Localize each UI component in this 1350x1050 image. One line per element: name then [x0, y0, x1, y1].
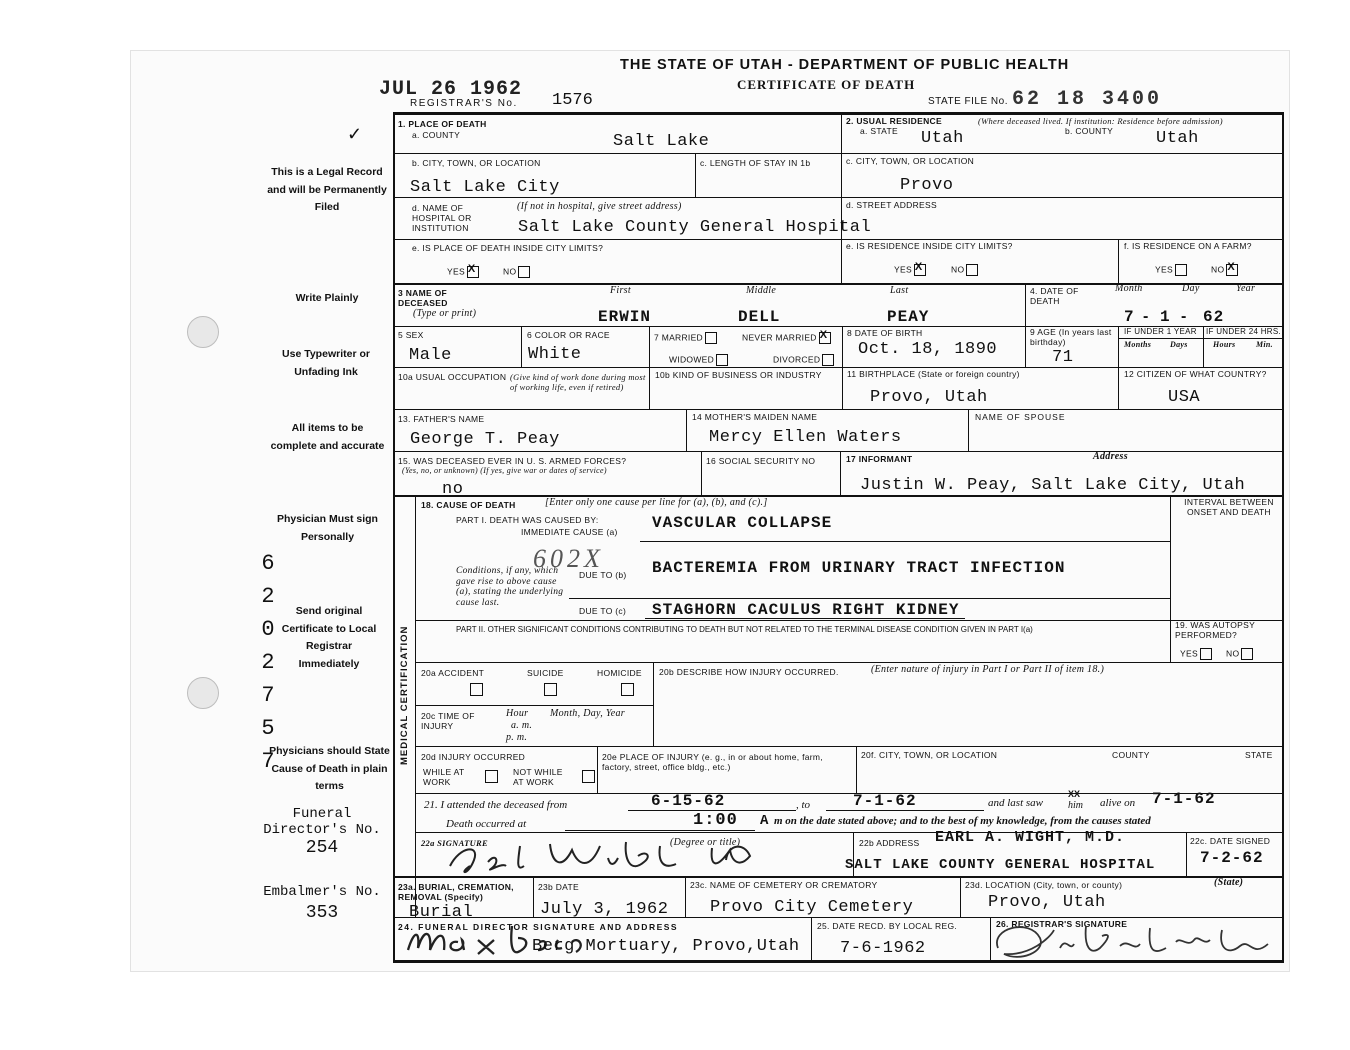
divider [393, 197, 1284, 198]
date-recd-value: 7-6-1962 [840, 939, 926, 958]
father-value: George T. Peay [410, 430, 560, 449]
sidebar-write-plainly: Write Plainly [295, 292, 359, 304]
registrar-number: 1576 [552, 91, 593, 110]
middle-label: Middle [746, 285, 777, 296]
divider [415, 705, 653, 706]
attended-from-value: 6-15-62 [651, 792, 726, 810]
to-line [826, 810, 984, 811]
certificate-title: CERTIFICATE OF DEATH [737, 77, 916, 92]
res-farm-no: NOX [1211, 264, 1238, 276]
widowed-checkbox[interactable] [716, 354, 728, 366]
res-county-label: b. COUNTY [1065, 126, 1114, 136]
sidebar-all-items: All items to be complete and accurate [270, 422, 385, 452]
res-inside-no-checkbox[interactable] [966, 264, 978, 276]
divorced-option: DIVORCED [773, 354, 834, 366]
informant-label: 17 INFORMANT [846, 454, 913, 464]
homicide-label: HOMICIDE [597, 668, 642, 678]
not-while-work-label: NOT WHILE AT WORK [513, 767, 563, 787]
registrar-label: REGISTRAR'S No. [410, 98, 518, 109]
time-injury-label: 20c TIME OF INJURY [421, 711, 475, 731]
degree-label: (Degree or title) [670, 837, 741, 848]
cause-a-line [640, 541, 1170, 542]
age-value: 71 [1052, 348, 1074, 367]
medical-certification-label: MEDICAL CERTIFICATION [399, 625, 410, 765]
alive-on-label: alive on [1100, 797, 1136, 809]
attended-to-value: 7-1-62 [853, 792, 917, 810]
cause-b-value: BACTEREMIA FROM URINARY TRACT INFECTION [652, 559, 1066, 577]
mother-value: Mercy Ellen Waters [709, 428, 902, 447]
city-value: Salt Lake City [410, 178, 560, 197]
registrar-signature-icon [990, 918, 1280, 964]
cemetery-label: 23c. NAME OF CEMETERY OR CREMATORY [690, 880, 878, 890]
header-line-1: THE STATE OF UTAH - DEPARTMENT OF PUBLIC HEALTH [620, 57, 1070, 73]
autopsy-yes-checkbox[interactable] [1200, 648, 1212, 660]
sidebar-legal-record: This is a Legal Record and will be Permanently Filed [267, 166, 387, 213]
hours-label: Hours [1213, 340, 1236, 349]
inside-city-yes: YESX [447, 266, 479, 278]
suicide-checkbox[interactable] [544, 683, 557, 696]
burial-value: Burial [409, 903, 474, 922]
physician-name-value: EARL A. WIGHT, M.D. [935, 829, 1126, 846]
homicide-checkbox[interactable] [621, 683, 634, 696]
physician-signature [440, 836, 780, 880]
sidebar-physician-sign: Physician Must sign Personally [277, 513, 378, 543]
while-at-work-label: WHILE AT WORK [423, 767, 465, 787]
location-value: Provo, Utah [988, 893, 1106, 912]
divider [1203, 326, 1204, 368]
under-24-hrs-label: IF UNDER 24 HRS. [1206, 327, 1282, 336]
min-label: Min. [1256, 340, 1273, 349]
divider [701, 451, 702, 496]
divider [393, 153, 1284, 154]
date-signed-label: 22c. DATE SIGNED [1190, 836, 1271, 846]
month-label: Month [1115, 283, 1143, 294]
death-time-am: A [760, 813, 770, 829]
time-line [565, 830, 755, 831]
age-label: 9 AGE (In years last birthday) [1030, 327, 1112, 347]
date-death-label: 4. DATE OF DEATH [1030, 286, 1079, 306]
divider [533, 876, 534, 918]
conditions-label: Conditions, if any, which gave rise to above cause (a), stating the underlying cause last. [456, 566, 564, 608]
embalmer-number: 353 [305, 903, 339, 923]
part2-label: PART II. OTHER SIGNIFICANT CONDITIONS CONTRIBUTING TO DEATH BUT NOT RELATED TO THE TERMINAL DISEASE CONDITION GIVEN IN PART I(a) [456, 625, 1033, 634]
year-label: Year [1236, 283, 1256, 294]
married-checkbox[interactable] [705, 332, 717, 344]
inside-city-label: e. IS PLACE OF DEATH INSIDE CITY LIMITS? [412, 243, 604, 253]
while-at-work-checkbox[interactable] [485, 770, 498, 783]
type-print-label: (Type or print) [413, 308, 477, 319]
res-state-value: Utah [921, 129, 964, 148]
funeral-address-value: Berg Mortuary, Provo,Utah [532, 937, 800, 956]
divider [415, 495, 416, 917]
divider [1118, 239, 1119, 284]
state-file-label: STATE FILE No. [928, 96, 1008, 107]
inside-city-no: NO [503, 266, 530, 278]
divider [1170, 495, 1171, 662]
divider [649, 326, 650, 410]
occupation-note: (Give kind of work done during most of working life, even if retired) [510, 372, 646, 392]
last-saw-mark: XX [1068, 789, 1081, 799]
hour-label: Hour [506, 708, 529, 719]
hospital-value: Salt Lake County General Hospital [518, 218, 872, 237]
inside-city-no-checkbox[interactable] [518, 266, 530, 278]
res-city-value: Provo [900, 176, 954, 195]
spouse-label: NAME OF SPOUSE [975, 412, 1066, 422]
divider [811, 917, 812, 963]
name-deceased-label: 3 NAME OF DECEASED [398, 288, 448, 308]
alive-on-value: 7-1-62 [1152, 790, 1216, 808]
accident-checkbox[interactable] [470, 683, 483, 696]
citizen-value: USA [1168, 388, 1201, 407]
death-occurred-label: Death occurred at [446, 818, 527, 830]
usual-residence-label: 2. USUAL RESIDENCE [846, 116, 942, 126]
last-label: Last [890, 285, 909, 296]
res-farm-yes: YES [1155, 264, 1187, 276]
divider [686, 409, 687, 451]
last-saw-label: and last saw [988, 797, 1044, 809]
divider [856, 746, 857, 793]
citizen-label: 12 CITIZEN OF WHAT COUNTRY? [1124, 369, 1267, 379]
res-farm-no-checkbox[interactable] [1226, 264, 1238, 276]
last-name-value: PEAY [887, 308, 930, 326]
res-city-label: c. CITY, TOWN, OR LOCATION [846, 156, 975, 166]
place-injury-label: 20e PLACE OF INJURY (e. g., in or about home, farm, factory, street, office bldg., etc.) [602, 752, 823, 772]
months-label: Months [1124, 340, 1152, 349]
divider [393, 495, 1284, 497]
date-separator: - [1143, 308, 1149, 325]
first-name-value: ERWIN [598, 308, 652, 326]
interval-label: INTERVAL BETWEEN ONSET AND DEATH [1184, 497, 1274, 517]
on-date-statement: m on the date stated above; and to the best of my knowledge, from the causes stated [774, 815, 1151, 827]
days-label: Days [1170, 340, 1188, 349]
divider [393, 451, 1284, 452]
divider [415, 832, 1284, 833]
death-month-value: 7 [1124, 308, 1135, 326]
embalmer-label: Embalmer's No. [263, 884, 381, 900]
length-stay-label: c. LENGTH OF STAY IN 1b [700, 158, 811, 168]
attended-label: 21. I attended the deceased from [424, 799, 568, 811]
divider [393, 283, 1284, 285]
funeral-director-number: 254 [305, 838, 339, 858]
autopsy-no: NO [1226, 648, 1253, 660]
race-label: 6 COLOR OR RACE [527, 330, 610, 340]
sidebar-typewriter: Use Typewriter or Unfading Ink [282, 348, 370, 378]
cause-c-line [645, 618, 965, 619]
ssn-label: 16 SOCIAL SECURITY NO [706, 456, 816, 466]
widowed-option: WIDOWED [669, 354, 728, 366]
injury-county-label: COUNTY [1112, 750, 1150, 760]
divider [1025, 283, 1026, 367]
divider [685, 876, 686, 918]
res-inside-no: NO [951, 264, 978, 276]
part1-label: PART I. DEATH WAS CAUSED BY: [456, 515, 599, 525]
address-label: Address [1093, 451, 1128, 462]
death-day-value: 1 [1160, 308, 1171, 326]
sex-value: Male [409, 346, 452, 365]
cause-a-value: VASCULAR COLLAPSE [652, 514, 833, 532]
divider [597, 746, 598, 793]
describe-note: (Enter nature of injury in Part I or Part II of item 18.) [871, 664, 1105, 675]
burial-label: 23a. BURIAL, CREMATION, REMOVAL (Specify) [398, 882, 514, 902]
physician-address-label: 22b ADDRESS [859, 838, 920, 848]
inside-city-yes-checkbox[interactable] [467, 266, 479, 278]
divider [393, 409, 1284, 410]
divider [968, 409, 969, 451]
race-value: White [528, 345, 582, 364]
sex-label: 5 SEX [398, 330, 424, 340]
res-inside-yes: YESX [894, 264, 926, 276]
sidebar-send-original: Send original Certificate to Local Registrar Immediately [281, 605, 377, 670]
date-separator: - [1181, 308, 1187, 325]
cause-code-handwritten: 602X [533, 544, 604, 573]
cause-label: 18. CAUSE OF DEATH [421, 500, 516, 510]
divider [841, 112, 842, 284]
burial-date-value: July 3, 1962 [540, 900, 669, 919]
birthplace-value: Provo, Utah [870, 388, 988, 407]
divider [415, 620, 1284, 621]
injury-state-label: STATE [1245, 750, 1273, 760]
injury-occurred-label: 20d INJURY OCCURRED [421, 752, 526, 762]
mdy-label: Month, Day, Year [550, 708, 625, 719]
due-to-c-label: DUE TO (c) [579, 606, 627, 616]
divider [393, 367, 1284, 368]
dob-label: 8 DATE OF BIRTH [847, 328, 923, 338]
divider [569, 598, 1170, 599]
res-inside-yes-checkbox[interactable] [914, 264, 926, 276]
divider [840, 451, 841, 496]
am-label: a. m. [511, 720, 533, 731]
to-label: , to [796, 799, 811, 811]
describe-label: 20b DESCRIBE HOW INJURY OCCURRED. [659, 667, 839, 677]
physician-hospital-value: SALT LAKE COUNTY GENERAL HOSPITAL [845, 857, 1156, 873]
funeral-director-label: 24. FUNERAL DIRECTOR SIGNATURE AND ADDRESS [398, 922, 679, 932]
location-label: 23d. LOCATION (City, town, or county) [965, 880, 1123, 890]
divider [415, 662, 1284, 663]
informant-value: Justin W. Peay, Salt Lake City, Utah [860, 476, 1246, 495]
immediate-cause-label: IMMEDIATE CAUSE (a) [521, 527, 618, 537]
business-label: 10b KIND OF BUSINESS OR INDUSTRY [655, 370, 822, 380]
death-year-value: 62 [1203, 308, 1225, 326]
res-county-value: Utah [1156, 129, 1199, 148]
day-label: Day [1182, 283, 1200, 294]
location-state-label: (State) [1214, 877, 1244, 888]
res-farm-yes-checkbox[interactable] [1175, 264, 1187, 276]
county-value: Salt Lake [613, 132, 710, 151]
father-label: 13. FATHER'S NAME [398, 414, 485, 424]
divider [393, 239, 1284, 240]
death-time-value: 1:00 [693, 811, 738, 830]
due-to-b-label: DUE TO (b) [579, 570, 627, 580]
pm-label: p. m. [506, 732, 528, 743]
city-injury-label: 20f. CITY, TOWN, OR LOCATION [861, 750, 998, 760]
date-recd-label: 25. DATE RECD. BY LOCAL REG. [817, 921, 958, 931]
burial-date-label: 23b DATE [538, 882, 579, 892]
divider [1118, 338, 1284, 339]
divider [842, 326, 843, 410]
cause-note: [Enter only one cause per line for (a), (b), and (c).] [545, 497, 768, 508]
date-signed-value: 7-2-62 [1200, 849, 1264, 867]
divider [695, 153, 696, 197]
hospital-label: d. NAME OF HOSPITAL OR INSTITUTION [412, 203, 472, 233]
usual-residence-note: (Where deceased lived. If institution: Residence before admission) [978, 116, 1223, 126]
cemetery-value: Provo City Cemetery [710, 898, 914, 917]
divider [521, 326, 522, 368]
received-stamp-date: JUL 26 1962 [379, 78, 523, 101]
check-mark: ✓ [347, 124, 363, 144]
county-label: a. COUNTY [412, 130, 461, 140]
funeral-director-label: Funeral Director's No. [263, 806, 381, 838]
place-of-death-label: 1. PLACE OF DEATH [398, 119, 487, 129]
never-married-option: NEVER MARRIEDX [742, 332, 831, 344]
never-married-checkbox[interactable] [819, 332, 831, 344]
divider [653, 662, 654, 746]
under-1-year-label: IF UNDER 1 YEAR [1124, 327, 1197, 336]
punch-hole-bottom [187, 677, 219, 709]
res-state-label: a. STATE [860, 126, 898, 136]
suicide-label: SUICIDE [527, 668, 564, 678]
vertical-serial-number: 6202757 [261, 551, 275, 774]
hospital-note: (If not in hospital, give street address) [517, 201, 682, 212]
autopsy-label: 19. WAS AUTOPSY PERFORMED? [1175, 620, 1255, 640]
armed-forces-note: (Yes, no, or unknown) (If yes, give war or dates of service) [402, 466, 607, 475]
married-option: 7 MARRIED [654, 332, 717, 344]
mother-label: 14 MOTHER'S MAIDEN NAME [692, 412, 818, 422]
first-label: First [610, 285, 631, 296]
res-farm-label: f. IS RESIDENCE ON A FARM? [1124, 241, 1252, 251]
accident-label: 20a ACCIDENT [421, 668, 485, 678]
divider [415, 746, 1284, 747]
state-file-number: 62 18 3400 [1012, 88, 1163, 111]
cause-c-value: STAGHORN CACULUS RIGHT KIDNEY [652, 601, 960, 619]
armed-forces-value: no [442, 480, 464, 499]
divider [960, 876, 961, 918]
sidebar-physicians-cause: Physicians should State Cause of Death in plain terms [269, 745, 390, 792]
divorced-checkbox[interactable] [822, 354, 834, 366]
not-while-work-checkbox[interactable] [582, 770, 595, 783]
registrar-signature-label: 26. REGISTRAR'S SIGNATURE [996, 919, 1128, 929]
him-label: him [1068, 800, 1083, 811]
occupation-label: 10a USUAL OCCUPATION [398, 372, 507, 382]
armed-forces-label: 15. WAS DECEASED EVER IN U. S. ARMED FORCES? [398, 456, 627, 466]
autopsy-yes: YES [1180, 648, 1212, 660]
signature-label: 22a SIGNATURE [421, 838, 488, 848]
birthplace-label: 11 BIRTHPLACE (State or foreign country) [847, 369, 1020, 379]
res-inside-label: e. IS RESIDENCE INSIDE CITY LIMITS? [846, 241, 1013, 251]
street-label: d. STREET ADDRESS [846, 200, 937, 210]
punch-hole-top [187, 316, 219, 348]
middle-name-value: DELL [738, 308, 781, 326]
divider [1186, 832, 1187, 876]
city-label: b. CITY, TOWN, OR LOCATION [412, 158, 541, 168]
dob-value: Oct. 18, 1890 [858, 340, 998, 359]
autopsy-no-checkbox[interactable] [1241, 648, 1253, 660]
